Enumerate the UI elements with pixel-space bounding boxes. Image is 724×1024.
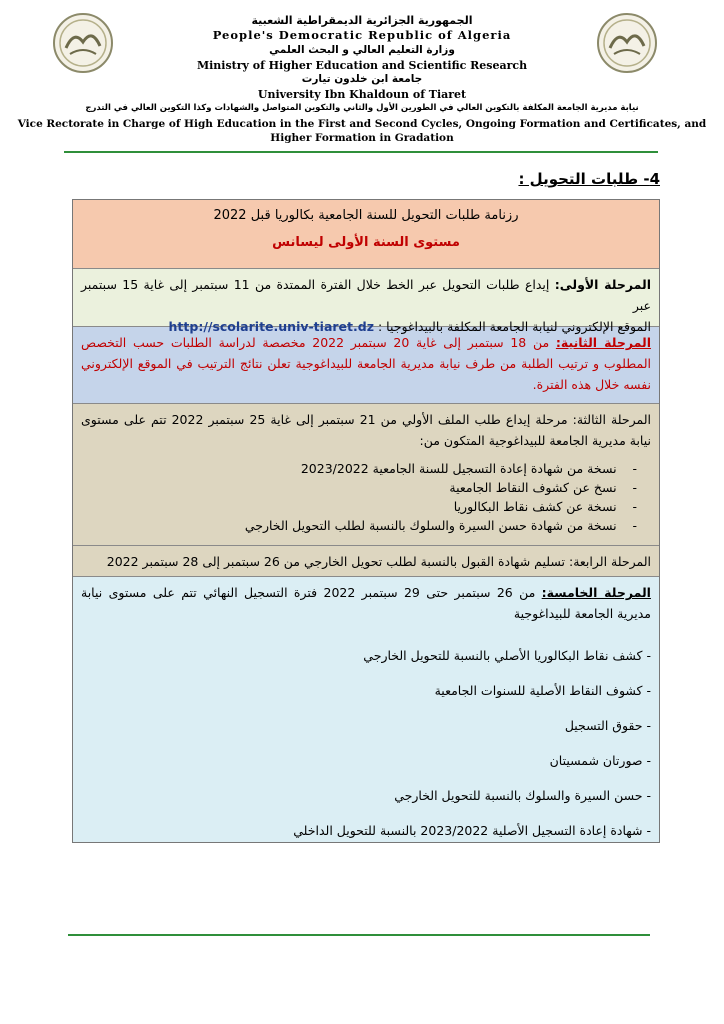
header-en-line1: People's Democratic Republic of Algeria bbox=[212, 28, 512, 42]
table-row-phase-one bbox=[73, 269, 659, 334]
phase-one-text-2: الموقع الإلكتروني لنيابة الجامعة المكلفة بالبيداغوجيا : bbox=[373, 319, 651, 334]
header-ar-line3: جامعة ابن خلدون تيارت bbox=[301, 73, 423, 85]
list-item: - نسخة عن كشف نقاط البكالوريا bbox=[453, 499, 637, 514]
header-ar-line2: وزارة التعليم العالي و البحث العلمي bbox=[269, 44, 455, 56]
header-en-line4b: Higher Formation in Gradation bbox=[270, 132, 454, 144]
phase-two-text: من 18 سبتمبر إلى غاية 20 سبتمبر 2022 مخصصة لدراسة الطلبات حسب التخصص المطلوب و ترتيب الطلبة من طرف نيابة مديرية الجامعة للبيداغوجية تعلن نتائج الترتيب في الموقع الإلكتروني نفسه خلال هذه الفترة. bbox=[81, 335, 651, 392]
list-item: - نسخة من شهادة إعادة التسجيل للسنة الجامعية 2023/2022 bbox=[300, 461, 637, 476]
header-ar-line1: الجمهورية الجزائرية الديمقراطية الشعبية bbox=[251, 14, 473, 27]
section-title: 4- طلبات التحويل : bbox=[518, 170, 660, 188]
header-ar-line4: نيابة مديرية الجامعة المكلفة بالتكوين العالي في الطورين الأول والثاني والتكوين المتواصل والشهادات وكذا التكوين العالي في التدرج bbox=[85, 103, 639, 113]
phase-five-label: المرحلة الخامسة: bbox=[541, 585, 651, 600]
footer-divider bbox=[68, 934, 650, 936]
phase-one-text: إيداع طلبات التحويل عبر الخط خلال الفترة الممتدة من 11 سبتمبر إلى غاية 15 سبتمبر عبر bbox=[81, 277, 651, 313]
phase-five-text: من 26 سبتمبر حتى 29 سبتمبر 2022 فترة التسجيل النهائي تتم على مستوى نيابة مديرية الجامعة للبيداغوجية bbox=[81, 585, 651, 621]
list-item: - صورتان شمسيتان bbox=[549, 753, 651, 768]
phase-two-label: المرحلة الثانية: bbox=[555, 335, 651, 350]
list-item: - كشوف النقاط الأصلية للسنوات الجامعية bbox=[434, 683, 651, 698]
phase-four-text: المرحلة الرابعة: تسليم شهادة القبول بالنسبة لطلب تحويل الخارجي من 26 سبتمبر إلى 28 سبتمبر 2022 bbox=[106, 554, 651, 569]
header-en-line4a: Vice Rectorate in Charge of High Education in the First and Second Cycles, Ongoing Formation and Certificates, and bbox=[17, 118, 707, 130]
level-title: مستوى السنة الأولى ليسانس bbox=[272, 235, 460, 250]
table-row-phase-four bbox=[73, 546, 659, 577]
table-row-calendar-title bbox=[73, 200, 659, 269]
transfer-calendar-table bbox=[72, 199, 660, 843]
table-row-phase-five bbox=[73, 577, 659, 842]
scolarite-link[interactable]: http://scolarite.univ-tiaret.dz bbox=[168, 319, 374, 334]
header-en-line3: University Ibn Khaldoun of Tiaret bbox=[257, 88, 467, 101]
list-item: - كشف نقاط البكالوريا الأصلي بالنسبة للتحويل الخارجي bbox=[363, 648, 651, 663]
table-row-phase-two bbox=[73, 327, 659, 404]
header-en-line2: Ministry of Higher Education and Scientific Research bbox=[196, 59, 528, 72]
list-item: - نسخة من شهادة حسن السيرة والسلوك بالنسبة لطلب التحويل الخارجي bbox=[244, 518, 637, 533]
document-header bbox=[0, 0, 724, 150]
list-item: - حسن السيرة والسلوك بالنسبة للتحويل الخارجي bbox=[394, 788, 651, 803]
phase-one-label: المرحلة الأولى: bbox=[554, 277, 651, 292]
list-item: - شهادة إعادة التسجيل الأصلية 2023/2022 بالنسبة للتحويل الداخلي bbox=[293, 823, 651, 838]
table-row-phase-three bbox=[73, 404, 659, 546]
calendar-title: رزنامة طلبات التحويل للسنة الجامعية بكالوريا قبل 2022 bbox=[213, 208, 519, 223]
list-item: - نسخ عن كشوف النقاط الجامعية bbox=[449, 480, 637, 495]
list-item: - حقوق التسجيل bbox=[564, 718, 651, 733]
phase-three-text: المرحلة الثالثة: مرحلة إيداع طلب الملف الأولي من 21 سبتمبر إلى غاية 25 سبتمبر 2022 تتم على مستوى نيابة مديرية الجامعة للبيداغوجية المتكون من: bbox=[81, 412, 651, 448]
header-divider bbox=[64, 151, 658, 153]
